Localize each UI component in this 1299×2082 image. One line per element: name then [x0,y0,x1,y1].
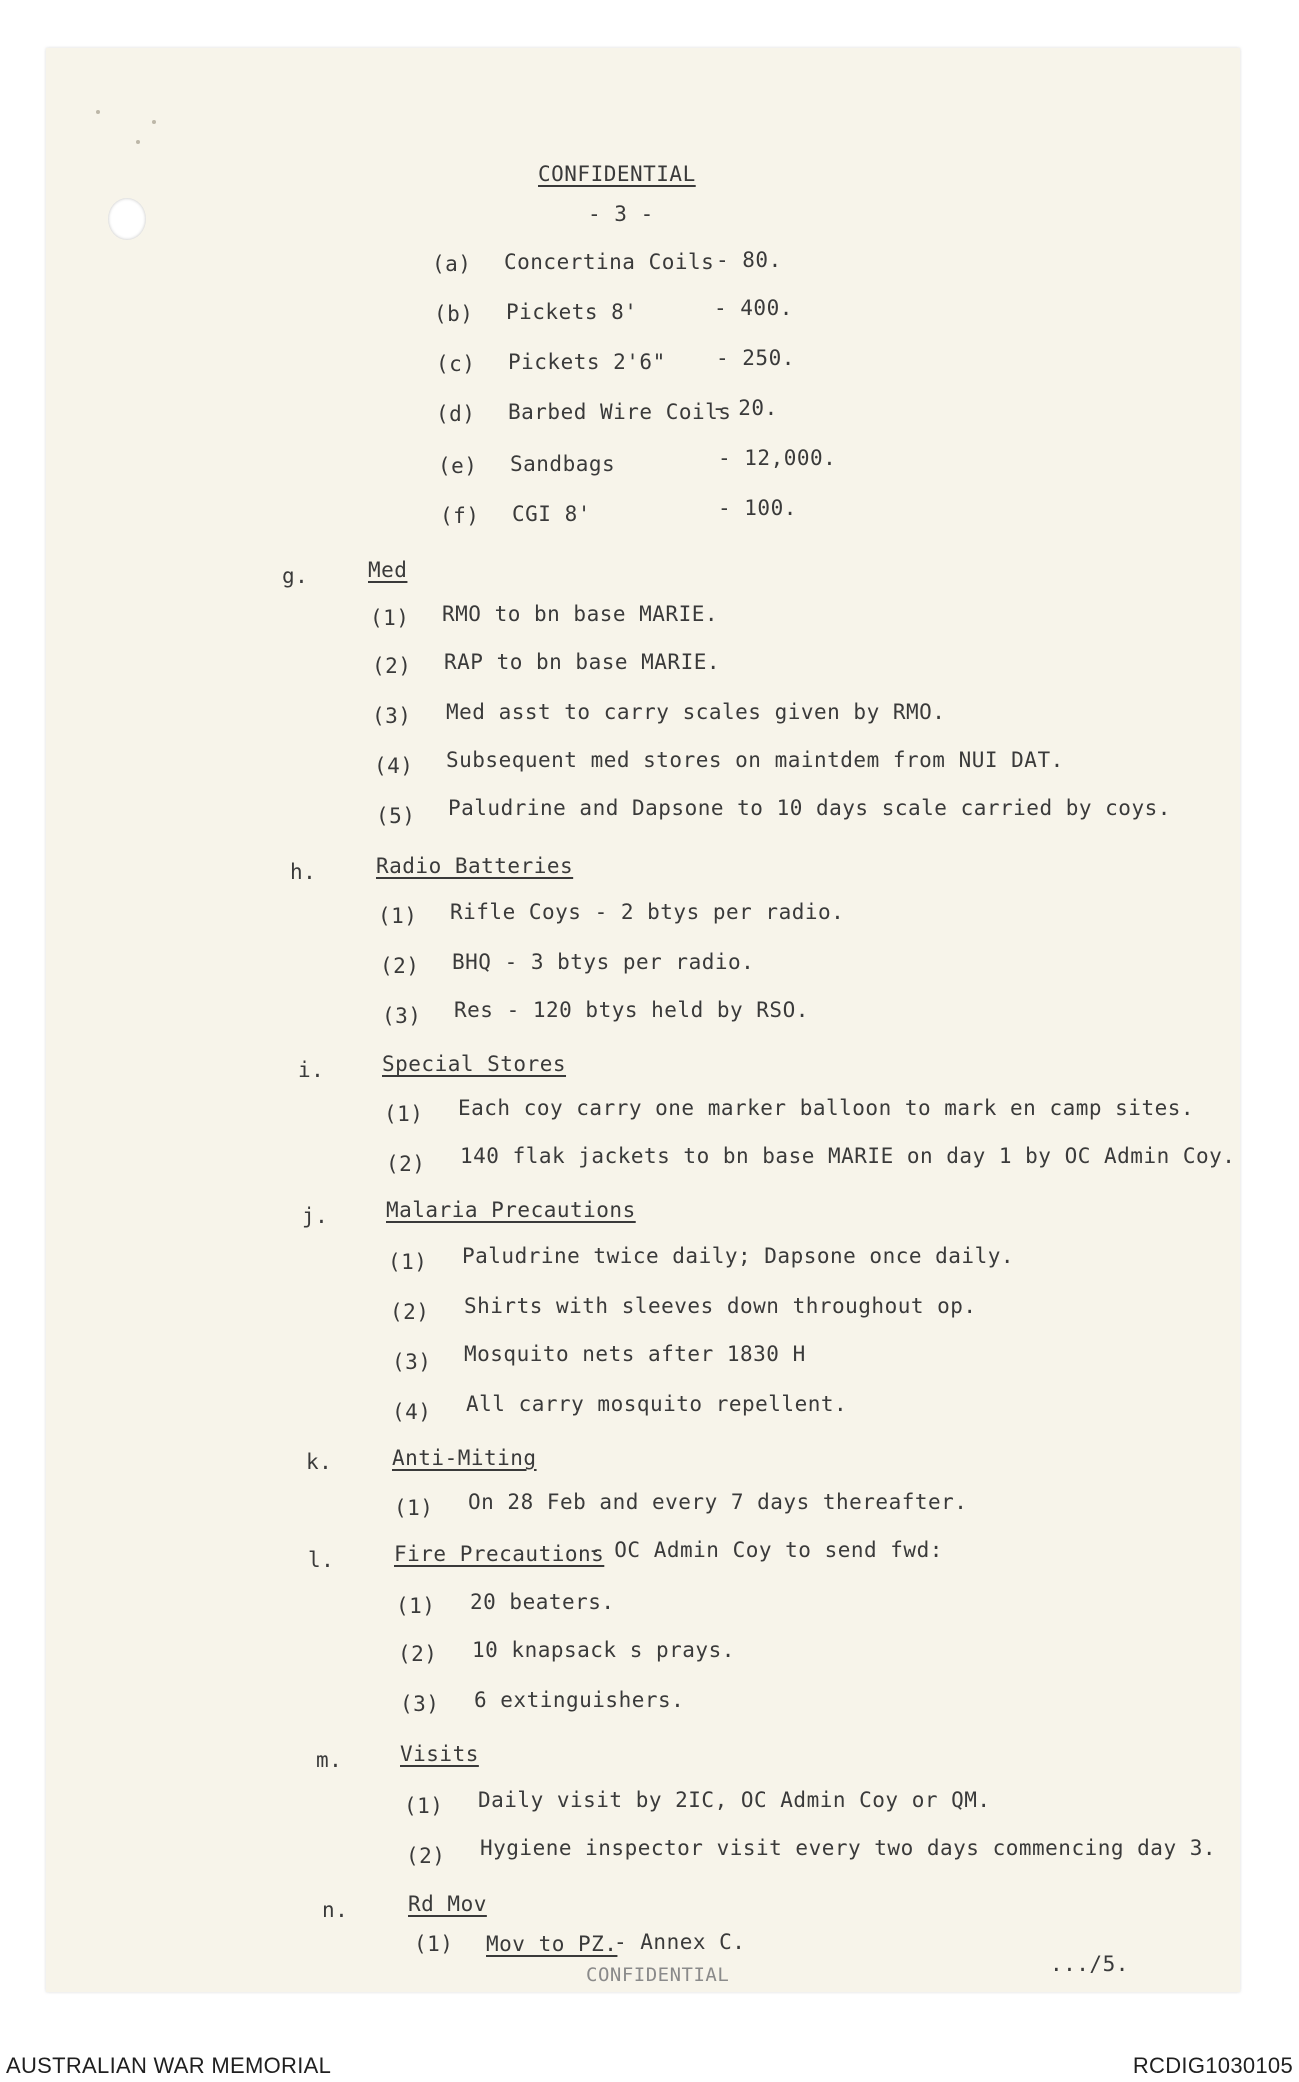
item-text: Paludrine twice daily; Dapsone once daily. [462,1244,1015,1268]
list-quantity: - 80. [716,248,782,272]
list-item: CGI 8' [512,502,591,526]
continuation-mark: .../5. [1050,1952,1129,1976]
list-label: (f) [440,504,480,528]
item-number: (1) [396,1594,436,1618]
item-text: Paludrine and Dapsone to 10 days scale carried by coys. [448,796,1171,820]
item-text-underlined: Mov to PZ. [486,1932,618,1956]
section-heading: Anti-Miting [392,1446,537,1470]
item-text: BHQ - 3 btys per radio. [452,950,755,974]
list-label: (b) [434,302,474,326]
item-number: (2) [398,1642,438,1666]
list-item: Barbed Wire Coils [508,400,732,424]
item-number: (2) [390,1300,430,1324]
section-heading-suffix: - OC Admin Coy to send fwd: [588,1538,943,1562]
item-text: 140 flak jackets to bn base MARIE on day 1 by OC Admin Coy. [460,1144,1236,1168]
list-quantity: - 100. [718,496,797,520]
paper-speck [96,110,100,114]
item-number: (2) [386,1152,426,1176]
classification-footer: CONFIDENTIAL [586,1964,730,1986]
item-number: (1) [388,1250,428,1274]
section-letter: g. [282,564,309,588]
item-text: Hygiene inspector visit every two days commencing day 3. [480,1836,1217,1860]
item-number: (1) [404,1794,444,1818]
paper-speck [136,140,140,144]
archive-institution: AUSTRALIAN WAR MEMORIAL [6,2053,332,2078]
section-heading: Med [368,558,408,582]
list-label: (d) [436,402,476,426]
item-number: (4) [374,754,414,778]
item-number: (1) [384,1102,424,1126]
section-heading: Radio Batteries [376,854,574,878]
section-letter: n. [322,1898,349,1922]
item-text: Shirts with sleeves down throughout op. [464,1294,977,1318]
list-quantity: - 250. [716,346,795,370]
section-letter: l. [308,1548,335,1572]
item-number: (1) [370,606,410,630]
item-number: (3) [382,1004,422,1028]
item-number: (1) [378,904,418,928]
archive-reference: RCDIG1030105 [1132,2053,1293,2078]
list-label: (c) [436,352,476,376]
item-number: (2) [372,654,412,678]
item-number: (2) [380,954,420,978]
item-text: Subsequent med stores on maintdem from NUI DAT. [446,748,1064,772]
item-text: Mosquito nets after 1830 H [464,1342,806,1366]
item-text: Daily visit by 2IC, OC Admin Coy or QM. [478,1788,991,1812]
list-label: (a) [432,252,472,276]
list-quantity: - 400. [714,296,793,320]
item-text: RMO to bn base MARIE. [442,602,719,626]
item-text: 6 extinguishers. [474,1688,685,1712]
list-quantity: - 20. [712,396,778,420]
item-text: Med asst to carry scales given by RMO. [446,700,946,724]
item-text: RAP to bn base MARIE. [444,650,721,674]
paper-speck [152,120,156,124]
list-item: Concertina Coils [504,250,715,274]
list-item: Sandbags [510,452,616,476]
item-number: (3) [400,1692,440,1716]
list-quantity: - 12,000. [718,446,837,470]
list-item: Pickets 8' [506,300,638,324]
item-number: (4) [392,1400,432,1424]
item-text: 10 knapsack s prays. [472,1638,735,1662]
item-text: Each coy carry one marker balloon to mark en camp sites. [458,1096,1195,1120]
section-letter: h. [290,860,317,884]
item-text: 20 beaters. [470,1590,615,1614]
item-number: (1) [414,1932,454,1956]
list-item: Pickets 2'6" [508,350,666,374]
item-number: (1) [394,1496,434,1520]
item-text: - Annex C. [614,1930,746,1954]
section-letter: k. [306,1450,333,1474]
section-letter: m. [316,1748,343,1772]
section-heading: Fire Precautions [394,1542,605,1566]
item-number: (3) [392,1350,432,1374]
item-number: (5) [376,804,416,828]
item-text: On 28 Feb and every 7 days thereafter. [468,1490,968,1514]
section-letter: j. [302,1204,329,1228]
page-number: - 3 - [588,202,654,226]
section-heading: Rd Mov [408,1892,487,1916]
item-text: Res - 120 btys held by RSO. [454,998,809,1022]
classification-header: CONFIDENTIAL [538,162,696,186]
section-letter: i. [298,1058,325,1082]
item-number: (3) [372,704,412,728]
section-heading: Malaria Precautions [386,1198,636,1222]
item-number: (2) [406,1844,446,1868]
item-text: Rifle Coys - 2 btys per radio. [450,900,845,924]
item-text: All carry mosquito repellent. [466,1392,848,1416]
section-heading: Special Stores [382,1052,567,1076]
section-heading: Visits [400,1742,479,1766]
punch-hole [108,198,146,240]
list-label: (e) [438,454,478,478]
